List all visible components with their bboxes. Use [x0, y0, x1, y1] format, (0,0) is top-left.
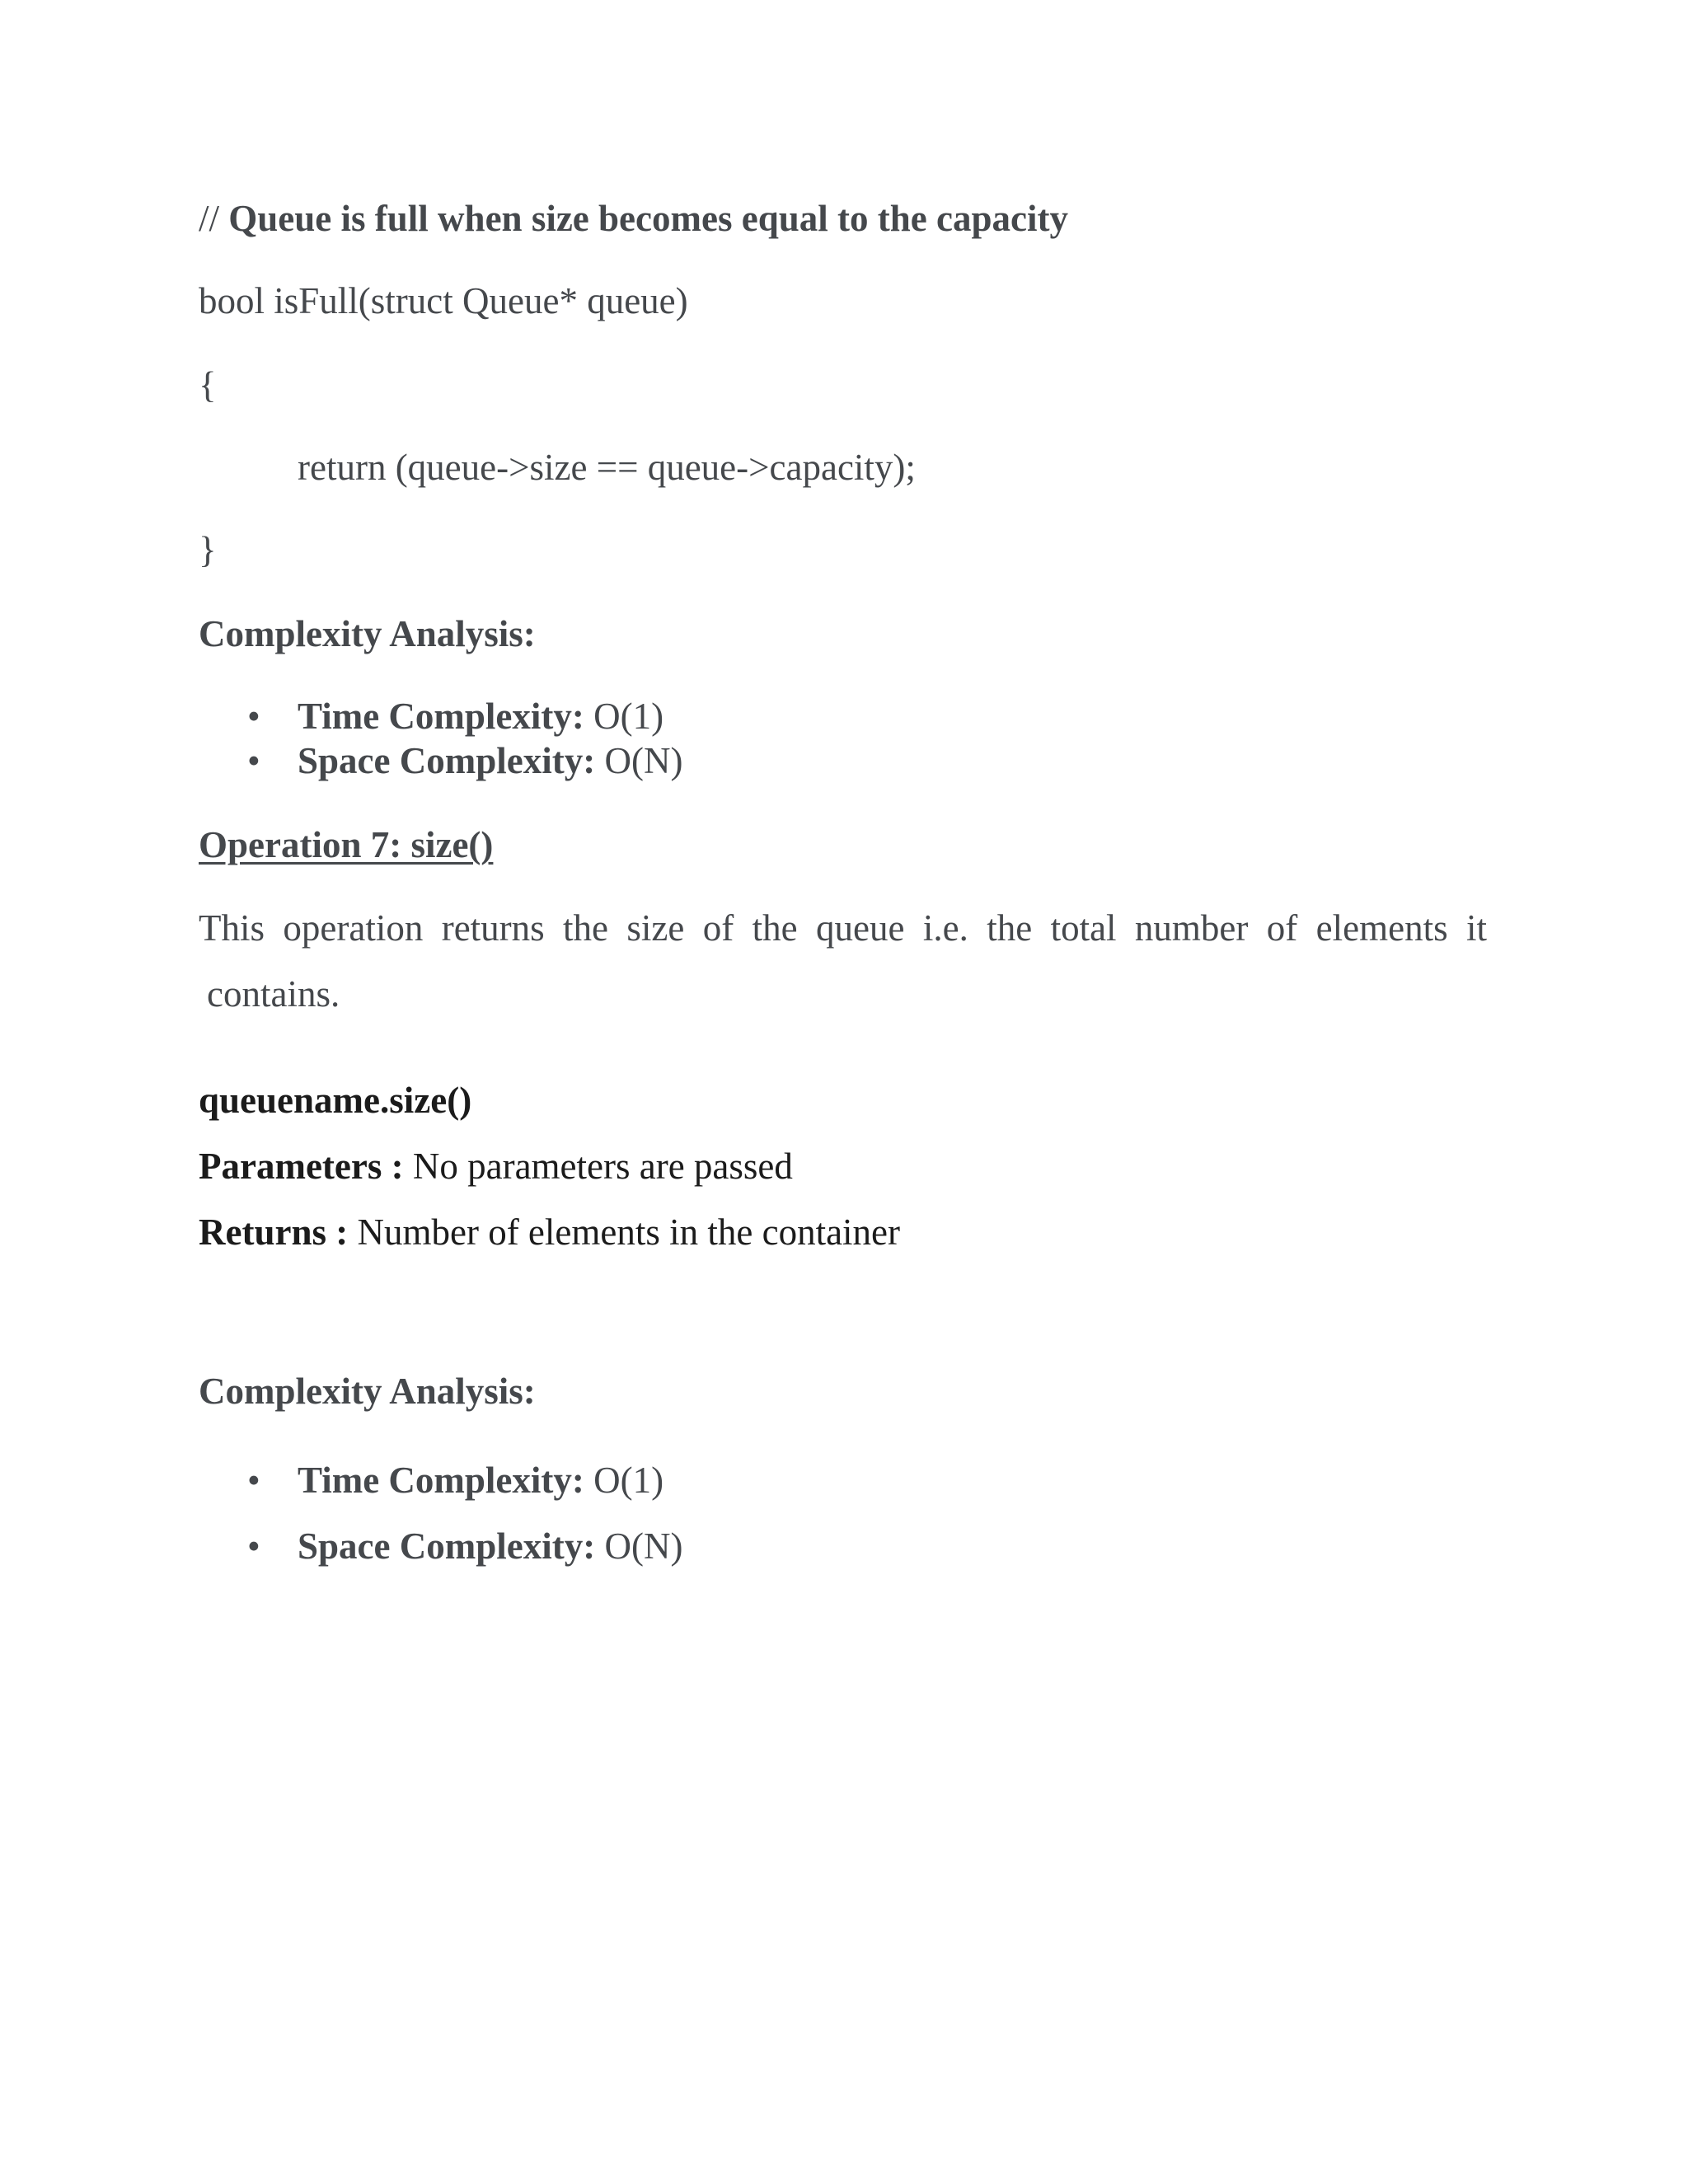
syntax-parameters: [199, 1144, 793, 1188]
time-complexity-value: O(1): [584, 696, 664, 737]
bullet-icon: •: [247, 1526, 260, 1567]
operation-heading: Operation 7: size(): [199, 824, 494, 865]
complexity-2-time: [247, 1458, 663, 1502]
code-open-brace: {: [199, 364, 217, 405]
operation-description-line-2: contains.: [207, 973, 340, 1015]
operation-description: [199, 895, 1487, 1027]
code-comment: [199, 196, 1068, 241]
syntax-call: queuename.size(): [199, 1080, 472, 1121]
complexity-1-time: [247, 694, 663, 738]
time-complexity-label: Time Complexity:: [298, 696, 584, 737]
bullet-icon: •: [247, 740, 260, 781]
time-complexity-value: O(1): [584, 1460, 664, 1501]
complexity-1-space: [247, 738, 682, 783]
returns-value: Number of elements in the container: [348, 1212, 901, 1253]
complexity-heading-1: Complexity Analysis:: [199, 613, 536, 654]
bullet-icon: •: [247, 1460, 260, 1501]
complexity-heading-2: Complexity Analysis:: [199, 1371, 536, 1412]
space-complexity-value: O(N): [595, 740, 683, 781]
operation-description-line-1: This operation returns the size of the queue i.e. the total number of elements it: [199, 907, 1487, 949]
parameters-label: Parameters :: [199, 1146, 404, 1187]
code-comment-text: Queue is full when size becomes equal to the capacity: [228, 198, 1068, 239]
code-close-brace: }: [199, 529, 217, 570]
space-complexity-label: Space Complexity:: [298, 740, 596, 781]
bullet-icon: •: [247, 696, 260, 737]
code-return-statement: return (queue->size == queue->capacity);: [298, 447, 916, 488]
time-complexity-label: Time Complexity:: [298, 1460, 584, 1501]
code-comment-prefix: //: [199, 198, 229, 239]
parameters-value: No parameters are passed: [403, 1146, 793, 1187]
code-signature: bool isFull(struct Queue* queue): [199, 280, 688, 321]
space-complexity-value: O(N): [595, 1526, 683, 1567]
syntax-returns: [199, 1210, 900, 1254]
complexity-2-space: [247, 1524, 682, 1568]
space-complexity-label: Space Complexity:: [298, 1526, 596, 1567]
returns-label: Returns :: [199, 1212, 349, 1253]
